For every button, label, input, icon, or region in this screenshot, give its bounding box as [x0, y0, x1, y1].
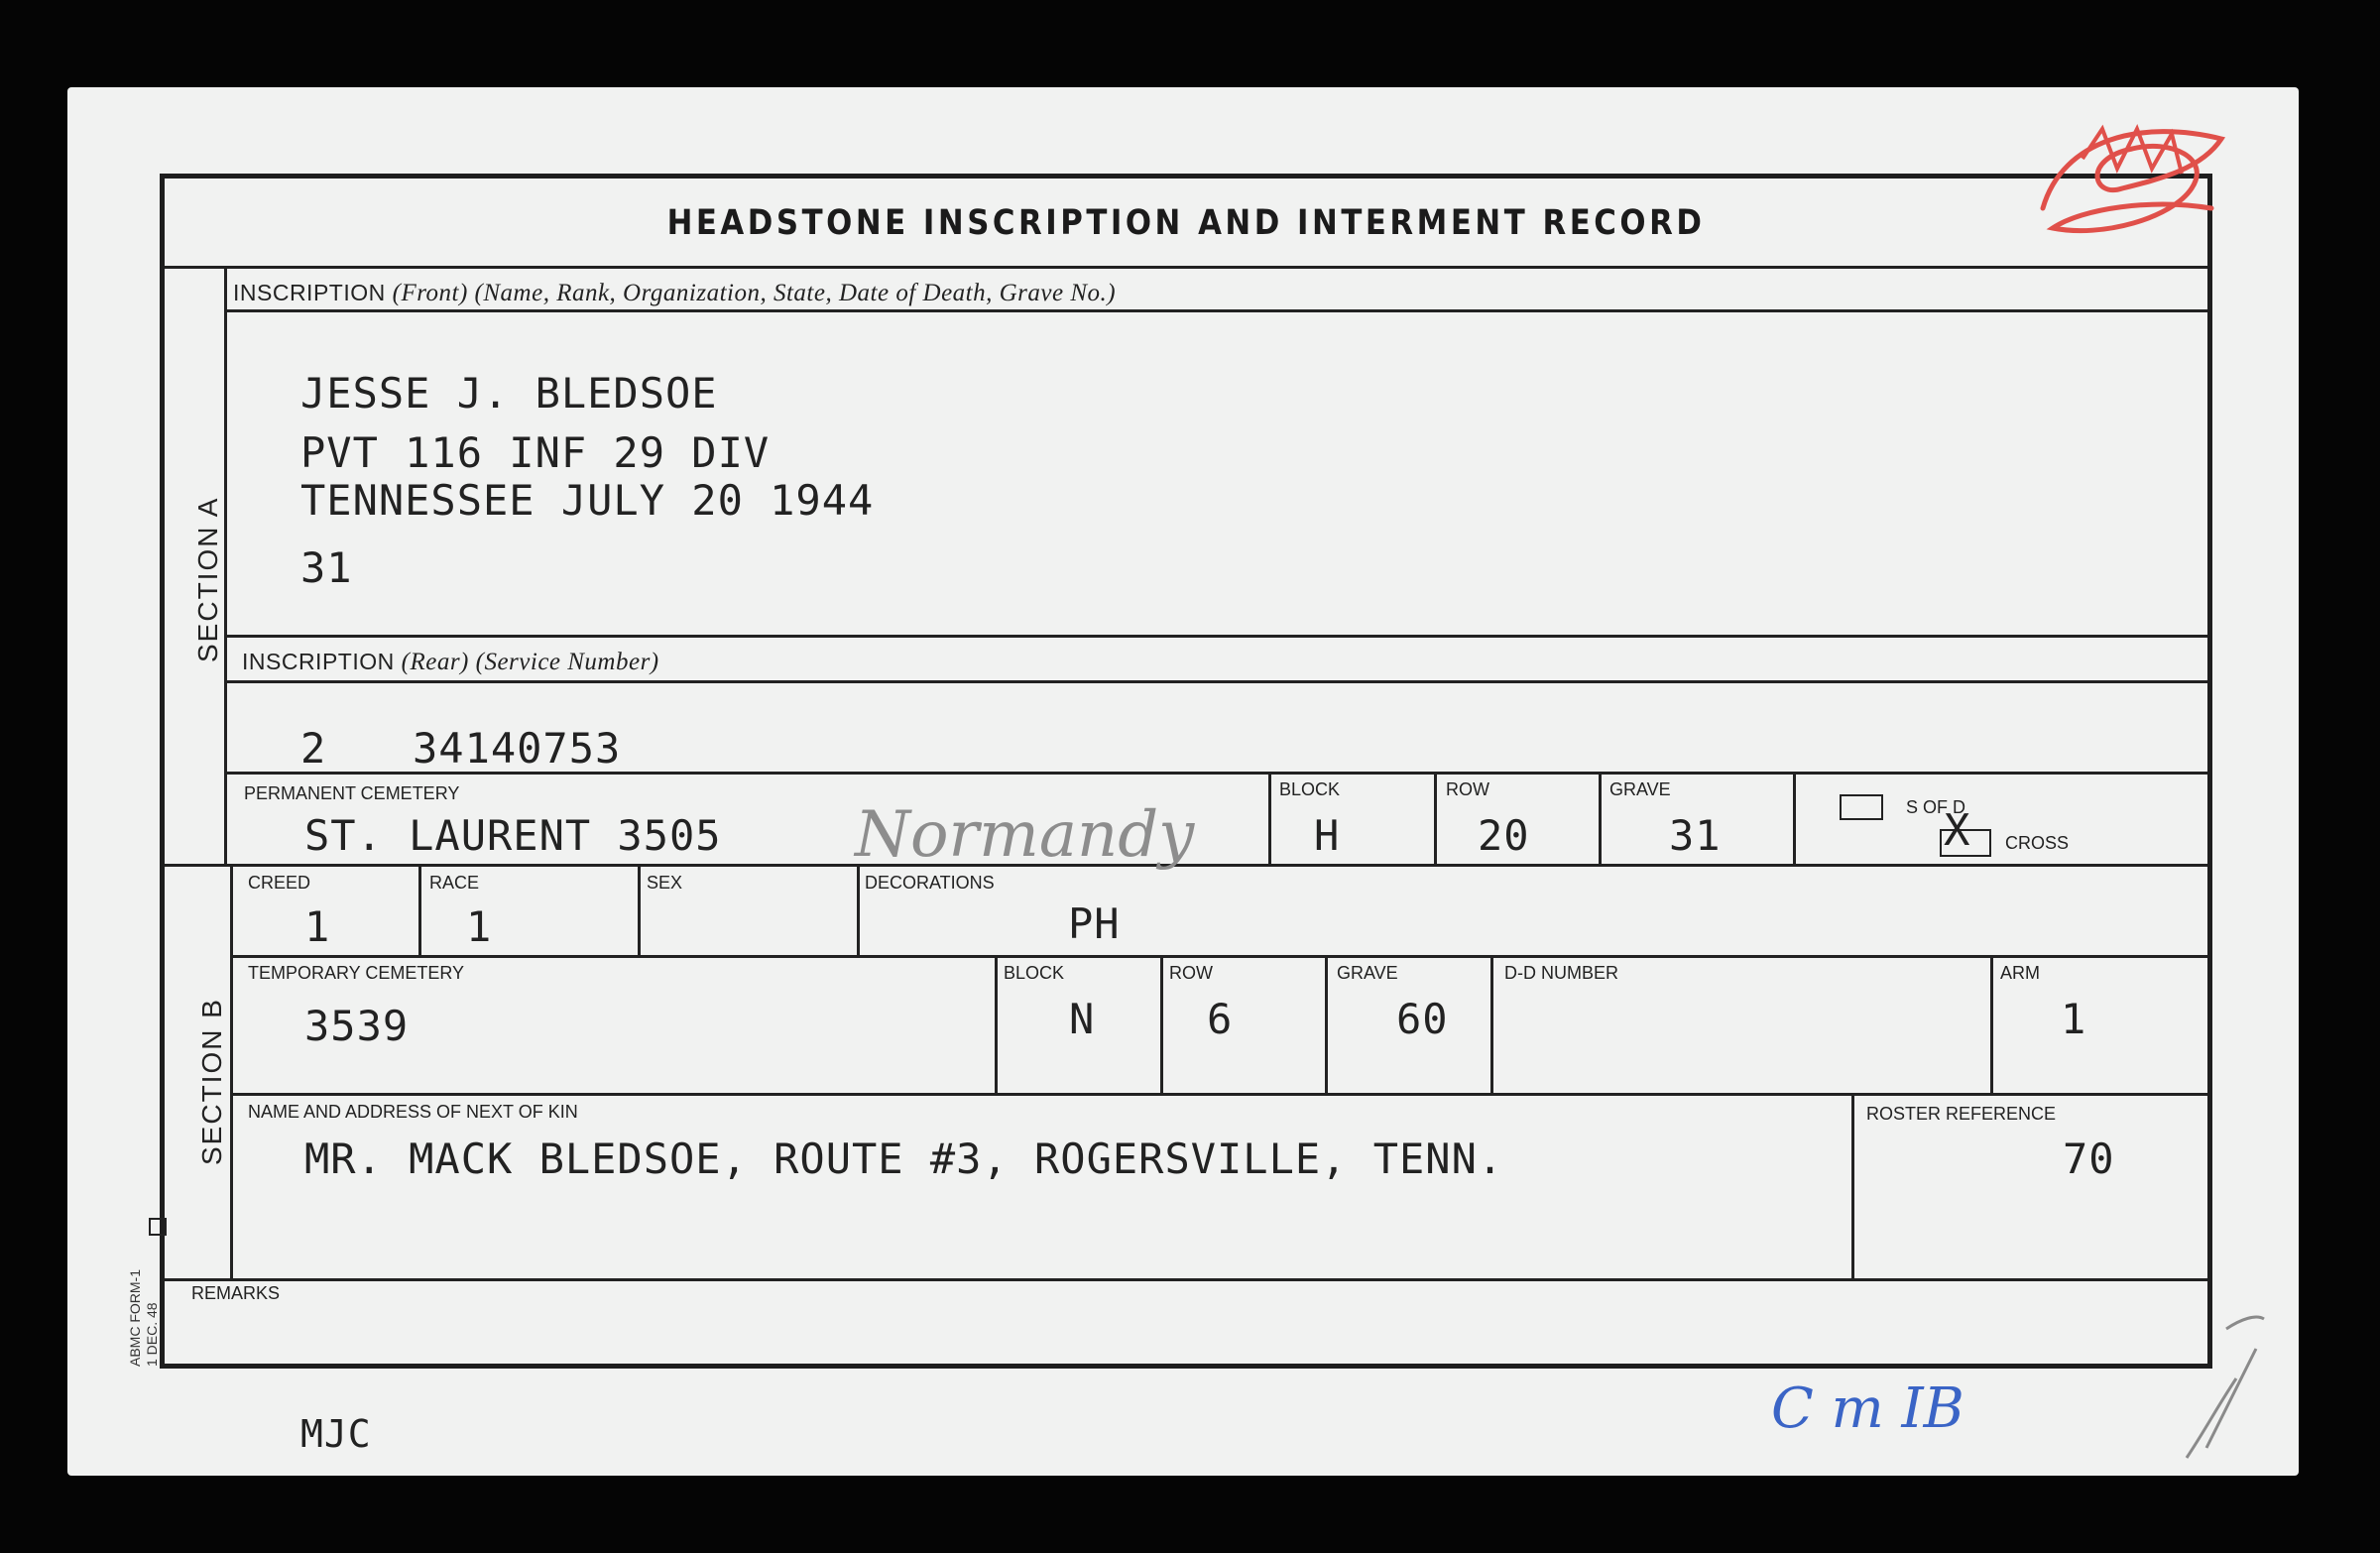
temp-cemetery-label: TEMPORARY CEMETERY	[248, 963, 465, 983]
rule-kin-bottom	[165, 1278, 2207, 1281]
rule-front-label	[224, 309, 2207, 312]
roster-reference-label: ROSTER REFERENCE	[1866, 1104, 2057, 1124]
race-value: 1	[466, 902, 493, 951]
front-line-name: JESSE J. BLEDSOE	[300, 369, 718, 418]
rule-creed-bottom	[230, 955, 2207, 958]
s-of-d-checkbox[interactable]	[1840, 794, 1883, 820]
dd-number-label: D-D NUMBER	[1504, 963, 1618, 983]
section-a-label: SECTION A	[192, 496, 223, 662]
rule-temp-1	[995, 955, 998, 1095]
section-b-label: SECTION B	[196, 998, 227, 1165]
perm-grave-label: GRAVE	[1609, 779, 1671, 799]
temp-grave-label: GRAVE	[1337, 963, 1398, 983]
permanent-cemetery-label: PERMANENT CEMETERY	[244, 783, 460, 803]
rule-title	[165, 266, 2207, 269]
typist-initials: MJC	[300, 1412, 372, 1456]
rule-temp-5	[1990, 955, 1993, 1095]
perm-block-label: BLOCK	[1279, 779, 1341, 799]
rear-overstrike: 2	[300, 724, 327, 773]
rule-perm-2	[1434, 772, 1437, 866]
creed-value: 1	[304, 902, 331, 951]
arm-value: 1	[2061, 995, 2087, 1043]
perm-block-value: H	[1314, 811, 1341, 860]
next-of-kin-value: MR. MACK BLEDSOE, ROUTE #3, ROGERSVILLE, TENN.	[304, 1135, 1504, 1183]
rule-creed-3	[857, 864, 860, 957]
arm-label: ARM	[2000, 963, 2040, 983]
rule-section-b-col	[230, 864, 233, 1280]
temp-row-label: ROW	[1169, 963, 1213, 983]
race-label: RACE	[429, 873, 480, 893]
permanent-cemetery-value: ST. LAURENT 3505	[304, 811, 722, 860]
perm-row-label: ROW	[1446, 779, 1489, 799]
front-line-grave: 31	[300, 543, 353, 592]
form-number: ABMC FORM-1	[127, 1269, 143, 1367]
roster-reference-value: 70	[2063, 1135, 2115, 1183]
rule-temp-2	[1160, 955, 1163, 1095]
form-date: 1 DEC. 48	[144, 1302, 160, 1367]
rule-perm-3	[1599, 772, 1602, 866]
temp-row-value: 6	[1207, 995, 1234, 1043]
front-line-state-date: TENNESSEE JULY 20 1944	[300, 476, 875, 525]
decorations-label: DECORATIONS	[865, 873, 995, 893]
rule-front-bottom	[224, 635, 2207, 638]
creed-label: CREED	[248, 873, 311, 893]
front-line-rank: PVT 116 INF 29 DIV	[300, 428, 771, 477]
temp-block-label: BLOCK	[1004, 963, 1065, 983]
handwritten-normandy: Normandy	[855, 798, 1195, 872]
temp-grave-value: 60	[1396, 995, 1449, 1043]
rule-creed-2	[638, 864, 641, 957]
rule-perm-1	[1268, 772, 1271, 866]
form-corner-checkbox	[149, 1218, 167, 1236]
service-number: 34140753	[413, 724, 622, 773]
form-title: HEADSTONE INSCRIPTION AND INTERMENT RECORD	[666, 203, 1706, 243]
red-scribble-mark	[2023, 99, 2241, 258]
rule-temp-4	[1490, 955, 1493, 1095]
next-of-kin-label: NAME AND ADDRESS OF NEXT OF KIN	[248, 1102, 578, 1122]
front-inscription-label: INSCRIPTION (Front) (Name, Rank, Organization, State, Date of Death, Grave No.)	[233, 280, 1117, 306]
cross-check-mark: X	[1944, 805, 1971, 856]
rule-kin-roster	[1851, 1093, 1854, 1280]
pencil-scribble-mark	[2177, 1289, 2266, 1478]
temp-block-value: N	[1069, 995, 1096, 1043]
rule-creed-1	[418, 864, 421, 957]
blue-initials: C m IB	[1771, 1376, 1964, 1441]
rule-section-a-col	[224, 266, 227, 866]
decorations-value: PH	[1068, 899, 1121, 948]
rule-rear-label	[224, 680, 2207, 683]
cross-label: CROSS	[2005, 833, 2070, 853]
remarks-label: REMARKS	[191, 1283, 281, 1303]
rear-inscription-label: INSCRIPTION (Rear) (Service Number)	[242, 649, 659, 675]
temp-cemetery-value: 3539	[304, 1002, 410, 1050]
sex-label: SEX	[647, 873, 683, 893]
rule-temp-3	[1325, 955, 1328, 1095]
perm-row-value: 20	[1478, 811, 1530, 860]
perm-grave-value: 31	[1669, 811, 1722, 860]
rule-temp-bottom	[230, 1093, 2207, 1096]
s-of-d-label: S OF D	[1906, 797, 1966, 817]
rule-perm-4	[1793, 772, 1796, 866]
